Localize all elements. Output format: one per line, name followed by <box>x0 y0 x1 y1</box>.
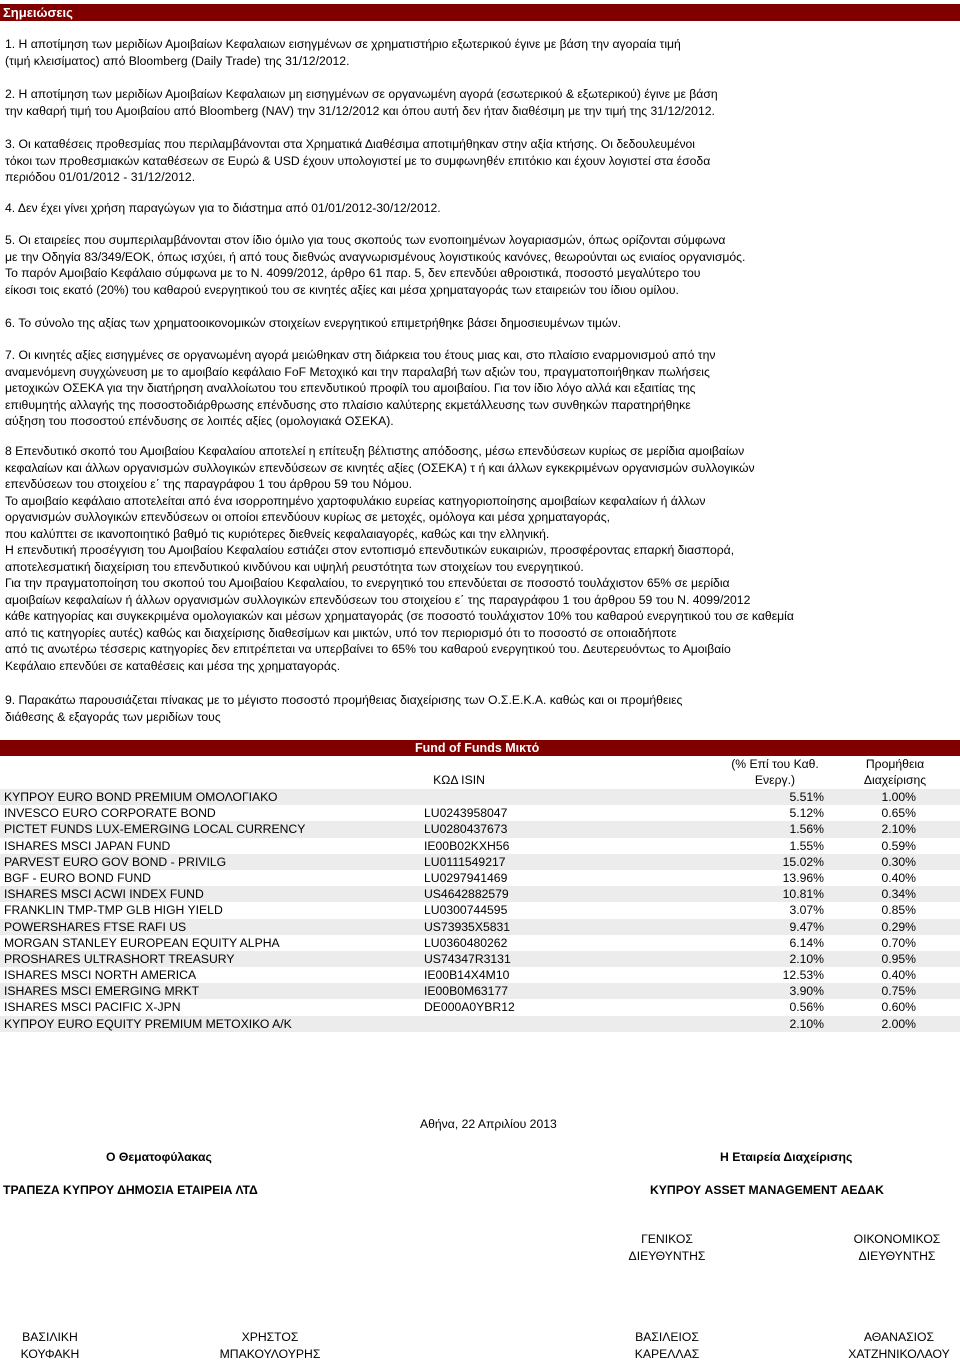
table-row <box>0 854 960 870</box>
signatory-2: ΧΡΗΣΤΟΣ ΜΠΑΚΟΥΛΟΥΡΗΣ <box>219 1330 321 1361</box>
fund-isin: IE00B14X4M10 <box>424 968 510 983</box>
fund-management-fee: 0.95% <box>881 951 916 966</box>
table-row <box>0 935 960 951</box>
fund-name: BGF - EURO BOND FUND <box>4 870 151 885</box>
fund-isin: IE00B0M63177 <box>424 984 509 999</box>
fund-net-asset-pct: 5.51% <box>789 790 824 804</box>
fund-management-fee: 0.34% <box>881 887 916 902</box>
fund-management-fee: 0.29% <box>881 919 916 934</box>
table-row <box>0 886 960 902</box>
fund-management-fee: 2.10% <box>881 822 916 837</box>
table-row <box>0 967 960 983</box>
fund-management-fee: 1.00% <box>881 790 916 804</box>
signatory-3: ΒΑΣΙΛΕΙΟΣ ΚΑΡΕΛΛΑΣ <box>634 1330 700 1361</box>
date-line: Αθήνα, 22 Απριλίου 2013 <box>420 1117 557 1131</box>
fund-net-asset-pct: 9.47% <box>789 919 824 934</box>
table-row <box>0 902 960 918</box>
table-title: Fund of Funds Μικτό <box>415 741 540 755</box>
fund-name: ISHARES MSCI ACWI INDEX FUND <box>4 887 204 902</box>
fund-isin: US74347R3131 <box>424 951 511 966</box>
note-6: 6. Το σύνολο της αξίας των χρηματοοικονομικών στοιχείων ενεργητικού επιμετρήθηκε βάσει δημοσιευμένων τιμών. <box>5 316 621 330</box>
manager-label: Η Εταιρεία Διαχείρισης <box>720 1150 853 1164</box>
table-row <box>0 951 960 967</box>
manager-name: ΚΥΠΡΟΥ ASSET MANAGEMENT ΑΕΔΑΚ <box>650 1183 884 1197</box>
fund-name: ISHARES MSCI NORTH AMERICA <box>4 968 197 983</box>
note-1: 1. Η αποτίμηση των μεριδίων Αμοιβαίων Κεφαλαιων εισηγμένων σε χρηματιστήριο εξωτερικού έγινε με βάση την αγοραία τιμή (τιμή κλεισίματος) από Bloomberg (Daily Trade) της 31/12/2012. <box>5 37 681 68</box>
table-row <box>0 983 960 999</box>
fund-management-fee: 0.70% <box>881 935 916 950</box>
general-director-title: ΓΕΝΙΚΟΣ ΔΙΕΥΘΥΝΤΗΣ <box>628 1232 706 1263</box>
fund-isin: LU0280437673 <box>424 822 508 837</box>
fund-net-asset-pct: 6.14% <box>789 935 824 950</box>
col-header-pct: (% Επί του Καθ. Ενεργ.) <box>731 757 819 787</box>
fund-isin: LU0360480262 <box>424 935 508 950</box>
fund-isin: LU0243958047 <box>424 806 508 821</box>
fund-management-fee: 0.40% <box>881 968 916 983</box>
fund-management-fee: 0.75% <box>881 984 916 999</box>
fund-net-asset-pct: 15.02% <box>782 854 824 869</box>
col-header-isin: ΚΩΔ ISIN <box>433 773 485 787</box>
table-row <box>0 870 960 886</box>
signatory-4: ΑΘΑΝΑΣΙΟΣ ΧΑΤΖΗΝΙΚΟΛΑΟΥ <box>848 1330 950 1361</box>
fund-isin: US73935X5831 <box>424 919 511 934</box>
financial-director-title: ΟΙΚΟΝΟΜΙΚΟΣ ΔΙΕΥΘΥΝΤΗΣ <box>853 1232 941 1263</box>
fund-name: ISHARES MSCI JAPAN FUND <box>4 838 171 853</box>
fund-management-fee: 0.65% <box>881 806 916 821</box>
fund-management-fee: 0.59% <box>881 838 916 853</box>
fund-net-asset-pct: 2.10% <box>789 951 824 966</box>
fund-net-asset-pct: 3.90% <box>789 984 824 999</box>
note-8: 8 Επενδυτικό σκοπό του Αμοιβαίου Κεφαλαίου αποτελεί η επίτευξη βέλτιστης απόδοσης, μέσω επενδύσεων κυρίως σε μερίδια αμοιβαίων κεφαλαίων και άλλων οργανισμών συλλογικών επενδύσεων σε κινητές αξίες (ΟΣΕΚΑ) τ ή και άλλων εγκεκριμένων οργανισμών συλλογικών επενδύσεων του στοιχείου ε΄ της παραγράφου 1 του άρθρου 59 του Νόμου. Το αμοιβαίο κεφάλαιο αποτελείται από ένα ισορροπημένο χαρτοφυλάκιο ευρείας κατηγοριοποίησης αμοιβαίων κεφαλαίων ή άλλων οργανισμών συλλογικών επενδύσεων οι οποίοι επενδύουν κυρίως σε μετοχές, ομόλογα και μέσα χρηματαγοράς, που καλύπτει σε ικανοποιητικό βαθμό τις κυριότερες διεθνείς κεφαλαιαγορές, καθώς και την ελληνική. Η επενδυτική προσέγγιση του Αμοιβαίου Κεφαλαίου εστιάζει στον εντοπισμό επενδυτικών ευκαιριών, προσφέροντας επαρκή διασπορά, αποτελεσματική διαχείριση του επενδυτικού κινδύνου και υψηλή ρευστότητα των στοιχείων του ενεργητικού. Για την πραγματοποίηση του σκοπού του Αμοιβαίου Κεφαλαίου, το ενεργητικό του επενδύεται σε ποσοστό τουλάχιστον 65% σε μερίδια αμοιβαίων κεφαλαίων ή άλλων οργανισμών συλλογικών επενδύσεων του στοιχείου ε΄ της παραγράφου 1 του άρθρου 59 του Ν. 4099/2012 κάθε κατηγορίας και συγκεκριμένα ομολογιακών και μέσων χρηματαγοράς (σε ποσοστό τουλάχιστον 10% του καθαρού ενεργητικού του σε καθεμία από τις κατηγορίες αυτές) καθώς και διαχείρισης διαθεσίμων και μικτών, υπό τον περιορισμό ότι το ποσοστό σε οποιαδήποτε από τις ανωτέρω τέσσερις κατηγορίες δεν επιτρέπεται να υπερβαίνει το 65% του καθαρού ενεργητικού του. Δευτερευόντως το Αμοιβαίο Κεφάλαιο επενδύει σε καταθέσεις και μέσα της χρηματαγοράς. <box>5 444 794 673</box>
fund-net-asset-pct: 10.81% <box>782 887 824 902</box>
note-7: 7. Οι κινητές αξίες εισηγμένες σε οργανωμένη αγορά μειώθηκαν στη διάρκεια του έτους μιας και, στο πλαίσιο εναρμονισμού από την αναμενόμενη συγχώνευση με το αμοιβαίο κεφάλαιο FoF Μετοχικό και την παραλαβή των αξιών του, πραγματοποιήθηκαν πωλήσεις μετοχικών ΟΣΕΚΑ για την διατήρηση αναλλοίωτου του επενδυτικού προφίλ του αμοιβαίου. Για τον ίδιο λόγο αλλά και εξαιτίας της επιθυμητής αλλαγής της ποσοστοδιάρθρωσης επένδυσης στο πλαίσιο καλύτερης εκμετάλλευσης των συνθηκών παρατηρήθηκε αύξηση του ποσοστού επένδυσης σε λοιπές αξίες (ομολογιακά ΟΣΕΚΑ). <box>5 348 716 428</box>
note-9: 9. Παρακάτω παρουσιάζεται πίνακας με το μέγιστο ποσοστό προμήθειας διαχείρισης των Ο.Σ.Ε.Κ.Α. καθώς και οι προμήθειες διάθεσης & εξαγοράς των μεριδίων τους <box>5 693 683 724</box>
fund-name: PICTET FUNDS LUX-EMERGING LOCAL CURRENCY <box>4 822 306 837</box>
fund-management-fee: 0.30% <box>881 854 916 869</box>
fund-net-asset-pct: 3.07% <box>789 903 824 918</box>
custodian-label: Ο Θεματοφύλακας <box>106 1150 212 1164</box>
fund-name: ΚΥΠΡΟΥ EURO EQUITY PREMIUM ΜΕΤΟΧΙΚΟ Α/Κ <box>4 1016 292 1031</box>
notes-header: Σημειώσεις <box>0 4 960 21</box>
fund-isin: US4642882579 <box>424 887 509 902</box>
fund-management-fee: 0.85% <box>881 903 916 918</box>
fund-name: PARVEST EURO GOV BOND - PRIVILG <box>4 854 227 869</box>
fund-name: PROSHARES ULTRASHORT TREASURY <box>4 951 235 966</box>
fund-net-asset-pct: 1.56% <box>789 822 824 837</box>
fund-isin: LU0111549217 <box>424 854 506 869</box>
fund-net-asset-pct: 5.12% <box>789 806 824 821</box>
table-row <box>0 821 960 837</box>
fund-name: ISHARES MSCI PACIFIC X-JPN <box>4 1000 181 1015</box>
table-title-bar <box>0 740 960 756</box>
table-row <box>0 805 960 821</box>
table-row <box>0 999 960 1015</box>
note-5: 5. Οι εταιρείες που συμπεριλαμβάνονται στον ίδιο όμιλο για τους σκοπούς των ενοποιημένων λογαριασμών, όπως ορίζονται σύμφωνα με την Οδηγία 83/349/ΕΟΚ, όπως ισχύει, ή από τους διεθνώς αναγνωρισμένους λογιστικούς κανόνες, θεωρούνται ως ενιαίος οργανισμός. Το παρόν Αμοιβαίο Κεφάλαιο σύμφωνα με το Ν. 4099/2012, άρθρο 61 παρ. 5, δεν επενδύει αθροιστικά, ποσοστό μεγαλύτερο του είκοσι τοις εκατό (20%) του καθαρού ενεργητικού του σε κινητές αξίες και μέσα χρηματαγοράς των εταιρειών του ίδιου ομίλου. <box>5 233 746 297</box>
fund-isin: LU0297941469 <box>424 870 508 885</box>
fund-net-asset-pct: 12.53% <box>782 968 824 983</box>
fund-isin: LU0300744595 <box>424 903 508 918</box>
fund-isin: IE00B02KXH56 <box>424 838 510 853</box>
fund-name: INVESCO EURO CORPORATE BOND <box>4 806 216 821</box>
fund-name: ISHARES MSCI EMERGING MRKT <box>4 984 200 999</box>
note-3: 3. Οι καταθέσεις προθεσμίας που περιλαμβάνονται στα Χρηματικά Διαθέσιμα αποτιμήθηκαν στην αξία κτήσης. Οι δεδουλευμένοι τόκοι των προθεσμιακών καταθέσεων σε Ευρώ & USD έχουν υπολογιστεί με το συμφωνηθέν επιτόκιο και έχουν λογιστεί στα έσοδα περιόδου 01/01/2012 - 31/12/2012. <box>5 137 711 184</box>
table-row <box>0 838 960 854</box>
note-4: 4. Δεν έχει γίνει χρήση παραγώγων για το διάστημα από 01/01/2012-30/12/2012. <box>5 201 441 215</box>
table-row <box>0 919 960 935</box>
fund-isin: DE000A0YBR12 <box>424 1000 515 1015</box>
table-row <box>0 789 960 805</box>
fund-management-fee: 0.40% <box>881 870 916 885</box>
fund-name: FRANKLIN TMP-TMP GLB HIGH YIELD <box>4 903 223 918</box>
fund-table <box>0 789 960 1032</box>
signatory-1: ΒΑΣΙΛΙΚΗ ΚΟΥΦΑΚΗ <box>20 1330 80 1361</box>
fund-net-asset-pct: 2.10% <box>789 1016 824 1031</box>
fund-net-asset-pct: 1.55% <box>789 838 824 853</box>
fund-management-fee: 2.00% <box>881 1016 916 1031</box>
fund-management-fee: 0.60% <box>881 1000 916 1015</box>
fund-name: ΚΥΠΡΟΥ EURO BOND PREMIUM ΟΜΟΛΟΓΙΑΚΟ <box>4 790 278 804</box>
fund-net-asset-pct: 13.96% <box>782 870 824 885</box>
fund-name: MORGAN STANLEY EUROPEAN EQUITY ALPHA <box>4 935 280 950</box>
custodian-name: ΤΡΑΠΕΖΑ ΚΥΠΡΟΥ ΔΗΜΟΣΙΑ ΕΤΑΙΡΕΙΑ ΛΤΔ <box>3 1183 258 1197</box>
fund-net-asset-pct: 0.56% <box>789 1000 824 1015</box>
col-header-fee: Προμήθεια Διαχείρισης <box>863 757 927 787</box>
table-row <box>0 1016 960 1032</box>
fund-name: POWERSHARES FTSE RAFI US <box>4 919 187 934</box>
note-2: 2. Η αποτίμηση των μεριδίων Αμοιβαίων Κεφαλαιων μη εισηγμένων σε οργανωμένη αγορά (εσωτερικού & εξωτερικού) έγινε με βάση την καθαρή τιμή του Αμοιβαίου από Bloomberg (NAV) την 31/12/2012 και όπου αυτή δεν ήταν διαθέσιμη με την τιμή της 31/12/2012. <box>5 87 718 118</box>
